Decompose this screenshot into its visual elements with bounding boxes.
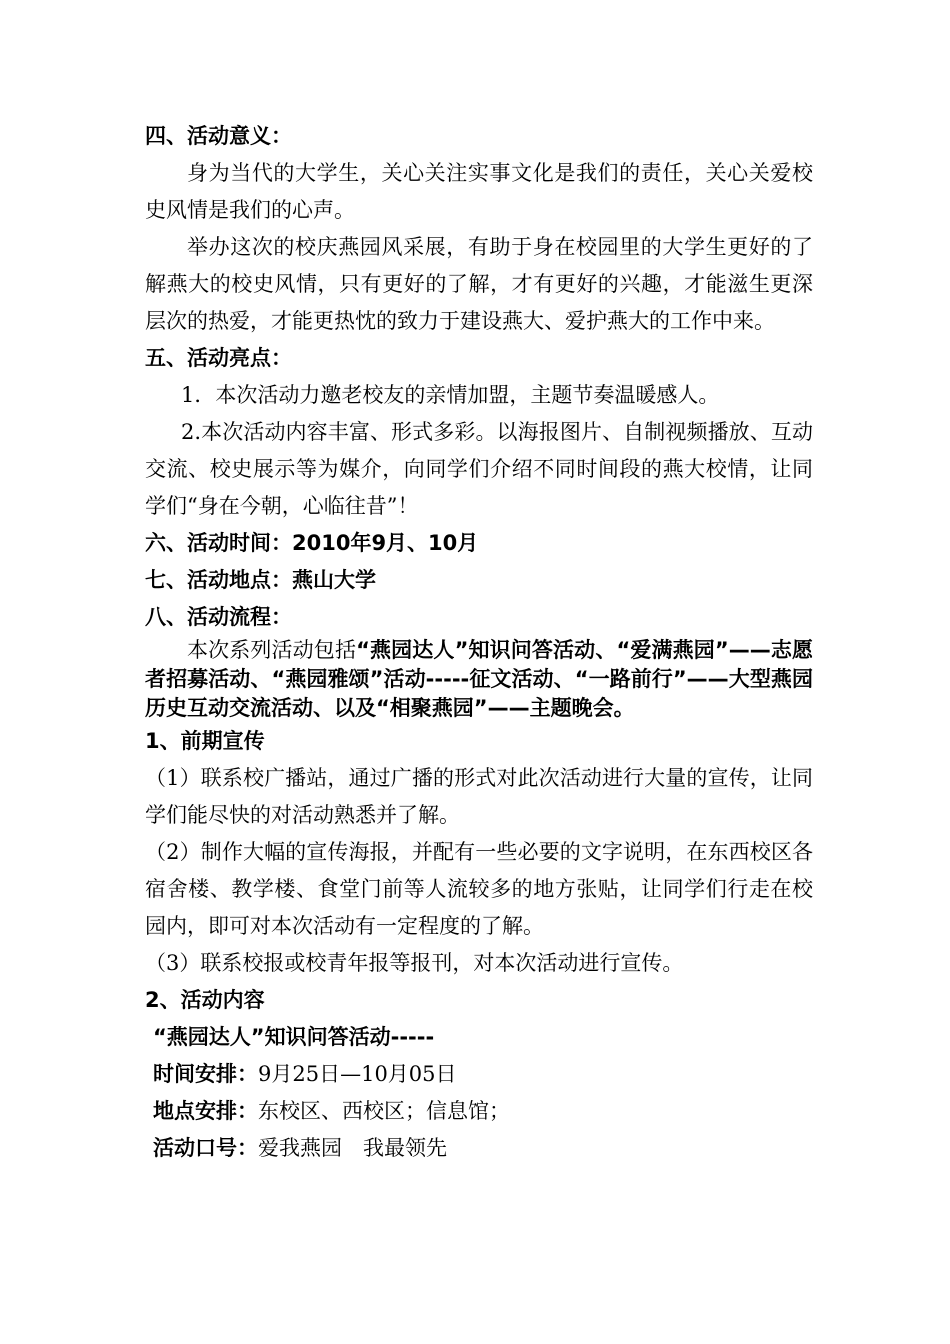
section-6-heading: 六、活动时间：2010年9月、10月 xyxy=(145,531,479,555)
time-label: 时间安排： xyxy=(153,1062,258,1086)
part-2-heading: 2、活动内容 xyxy=(145,988,265,1012)
section-5-heading: 五、活动亮点： xyxy=(145,346,292,370)
slogan-value: 爱我燕园 我最领先 xyxy=(258,1136,447,1160)
place-row xyxy=(145,1093,813,1130)
section-7-heading: 七、活动地点：燕山大学 xyxy=(145,568,376,592)
time-row xyxy=(145,1056,813,1093)
slogan-label: 活动口号： xyxy=(153,1136,258,1160)
section-5-item-2: 2.本次活动内容丰富、形式多彩。以海报图片、自制视频播放、互动交流、校史展示等为媒介，向同学们介绍不同时间段的燕大校情，让同学们“身在今朝，心临往昔”！ xyxy=(145,420,813,518)
time-value: 9月25日—10月05日 xyxy=(258,1062,457,1086)
section-8-heading: 八、活动流程： xyxy=(145,605,292,629)
part-1-item-1: （1）联系校广播站，通过广播的形式对此次活动进行大量的宣传，让同学们能尽快的对活动熟悉并了解。 xyxy=(145,766,813,827)
section-4-paragraph-2: 举办这次的校庆燕园风采展，有助于身在校园里的大学生更好的了解燕大的校史风情，只有更好的了解，才有更好的兴趣，才能滋生更深层次的热爱，才能更热忱的致力于建设燕大、爱护燕大的工作中来。 xyxy=(145,235,813,333)
section-8-intro-plain: 本次系列活动包括 xyxy=(187,638,357,662)
section-4-paragraph-1: 身为当代的大学生，关心关注实事文化是我们的责任，关心关爱校史风情是我们的心声。 xyxy=(145,161,813,222)
document-body xyxy=(145,118,813,1167)
place-value: 东校区、西校区；信息馆； xyxy=(258,1099,510,1123)
place-label: 地点安排： xyxy=(153,1099,258,1123)
activity-title: “燕园达人”知识问答活动----- xyxy=(153,1025,435,1049)
section-5-item-1: 1．本次活动力邀老校友的亲情加盟，主题节奏温暖感人。 xyxy=(181,383,720,407)
part-1-heading: 1、前期宣传 xyxy=(145,729,265,753)
section-8-intro-bold: “燕园达人”知识问答活动、“爱满燕园”——志愿者招募活动、“燕园雅颂”活动-----征文活动、“一路前行”——大型燕园历史互动交流活动、以及“相聚燕园”——主题晚会。 xyxy=(145,638,814,720)
part-1-item-3: （3）联系校报或校青年报等报刊，对本次活动进行宣传。 xyxy=(145,951,684,975)
slogan-row xyxy=(145,1130,813,1167)
section-4-heading: 四、活动意义： xyxy=(145,124,292,148)
section-8-intro xyxy=(145,636,813,723)
part-1-item-2: （2）制作大幅的宣传海报，并配有一些必要的文字说明，在东西校区各宿舍楼、教学楼、食堂门前等人流较多的地方张贴，让同学们行走在校园内，即可对本次活动有一定程度的了解。 xyxy=(145,840,813,938)
